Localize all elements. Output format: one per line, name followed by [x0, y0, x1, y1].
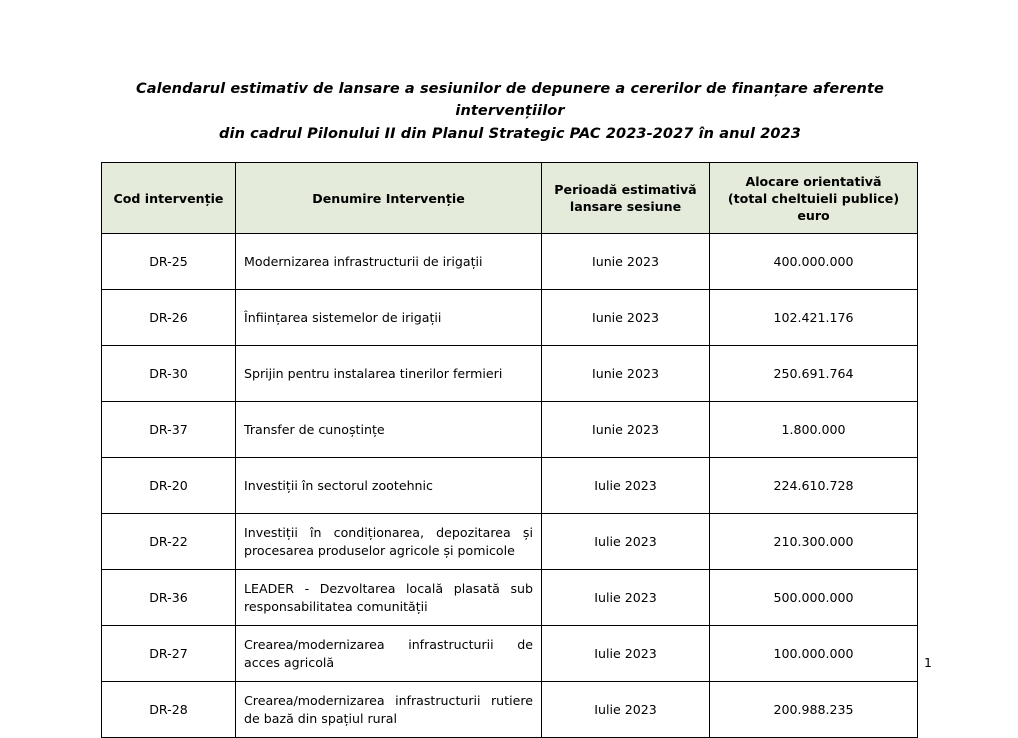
- column-header-code: Cod intervenție: [102, 163, 236, 234]
- cell-code: DR-20: [102, 458, 236, 514]
- page-number: 1: [924, 655, 932, 670]
- table-row: [102, 402, 918, 458]
- cell-period: Iulie 2023: [542, 514, 710, 570]
- table-header: [102, 163, 918, 234]
- table-row: [102, 570, 918, 626]
- cell-code: DR-36: [102, 570, 236, 626]
- cell-code: DR-26: [102, 290, 236, 346]
- column-header-period: [542, 163, 710, 234]
- cell-name: LEADER - Dezvoltarea locală plasată sub responsabilitatea comunității: [236, 570, 542, 626]
- table-row: [102, 290, 918, 346]
- cell-period: Iunie 2023: [542, 234, 710, 290]
- cell-name: Înființarea sistemelor de irigații: [236, 290, 542, 346]
- cell-allocation: 250.691.764: [710, 346, 918, 402]
- cell-period: Iunie 2023: [542, 402, 710, 458]
- cell-period: Iunie 2023: [542, 290, 710, 346]
- table-header-row: [102, 163, 918, 234]
- column-header-allocation-line-1: Alocare orientativă: [745, 173, 882, 189]
- cell-allocation: 102.421.176: [710, 290, 918, 346]
- cell-code: DR-37: [102, 402, 236, 458]
- calendar-table-wrapper: [101, 162, 917, 738]
- cell-name: Crearea/modernizarea infrastructurii rutiere de bază din spațiul rural: [236, 682, 542, 738]
- page-title-line-2: din cadrul Pilonului II din Planul Strategic PAC 2023-2027 în anul 2023: [219, 125, 801, 142]
- calendar-table: [101, 162, 918, 738]
- cell-allocation: 210.300.000: [710, 514, 918, 570]
- cell-allocation: 200.988.235: [710, 682, 918, 738]
- cell-name: Investiții în sectorul zootehnic: [236, 458, 542, 514]
- cell-code: DR-27: [102, 626, 236, 682]
- page-title-line-1: Calendarul estimativ de lansare a sesiunilor de depunere a cererilor de finanțare aferente intervențiilor: [136, 81, 884, 120]
- table-row: [102, 514, 918, 570]
- cell-name: Transfer de cunoștințe: [236, 402, 542, 458]
- cell-allocation: 1.800.000: [710, 402, 918, 458]
- table-body: [102, 234, 918, 738]
- cell-period: Iunie 2023: [542, 346, 710, 402]
- cell-period: Iulie 2023: [542, 458, 710, 514]
- column-header-allocation: [710, 163, 918, 234]
- table-row: [102, 458, 918, 514]
- cell-period: Iulie 2023: [542, 682, 710, 738]
- column-header-period-line-2: lansare sesiune: [569, 199, 682, 214]
- cell-period: Iulie 2023: [542, 626, 710, 682]
- cell-code: DR-25: [102, 234, 236, 290]
- cell-name: Crearea/modernizarea infrastructurii de acces agricolă: [236, 626, 542, 682]
- cell-allocation: 500.000.000: [710, 570, 918, 626]
- table-row: [102, 626, 918, 682]
- column-header-period-line-1: Perioadă estimativă: [554, 182, 697, 197]
- column-header-allocation-line-3: euro: [797, 207, 830, 223]
- cell-code: DR-28: [102, 682, 236, 738]
- table-row: [102, 682, 918, 738]
- cell-allocation: 224.610.728: [710, 458, 918, 514]
- cell-allocation: 100.000.000: [710, 626, 918, 682]
- cell-code: DR-30: [102, 346, 236, 402]
- cell-code: DR-22: [102, 514, 236, 570]
- table-row: [102, 346, 918, 402]
- cell-period: Iulie 2023: [542, 570, 710, 626]
- cell-allocation: 400.000.000: [710, 234, 918, 290]
- table-row: [102, 234, 918, 290]
- column-header-name: Denumire Intervenție: [236, 163, 542, 234]
- cell-name: Investiții în condiționarea, depozitarea și procesarea produselor agricole și pomicole: [236, 514, 542, 570]
- page-title: [110, 78, 910, 145]
- cell-name: Modernizarea infrastructurii de irigații: [236, 234, 542, 290]
- cell-name: Sprijin pentru instalarea tinerilor fermieri: [236, 346, 542, 402]
- column-header-allocation-line-2: (total cheltuieli publice): [727, 190, 900, 206]
